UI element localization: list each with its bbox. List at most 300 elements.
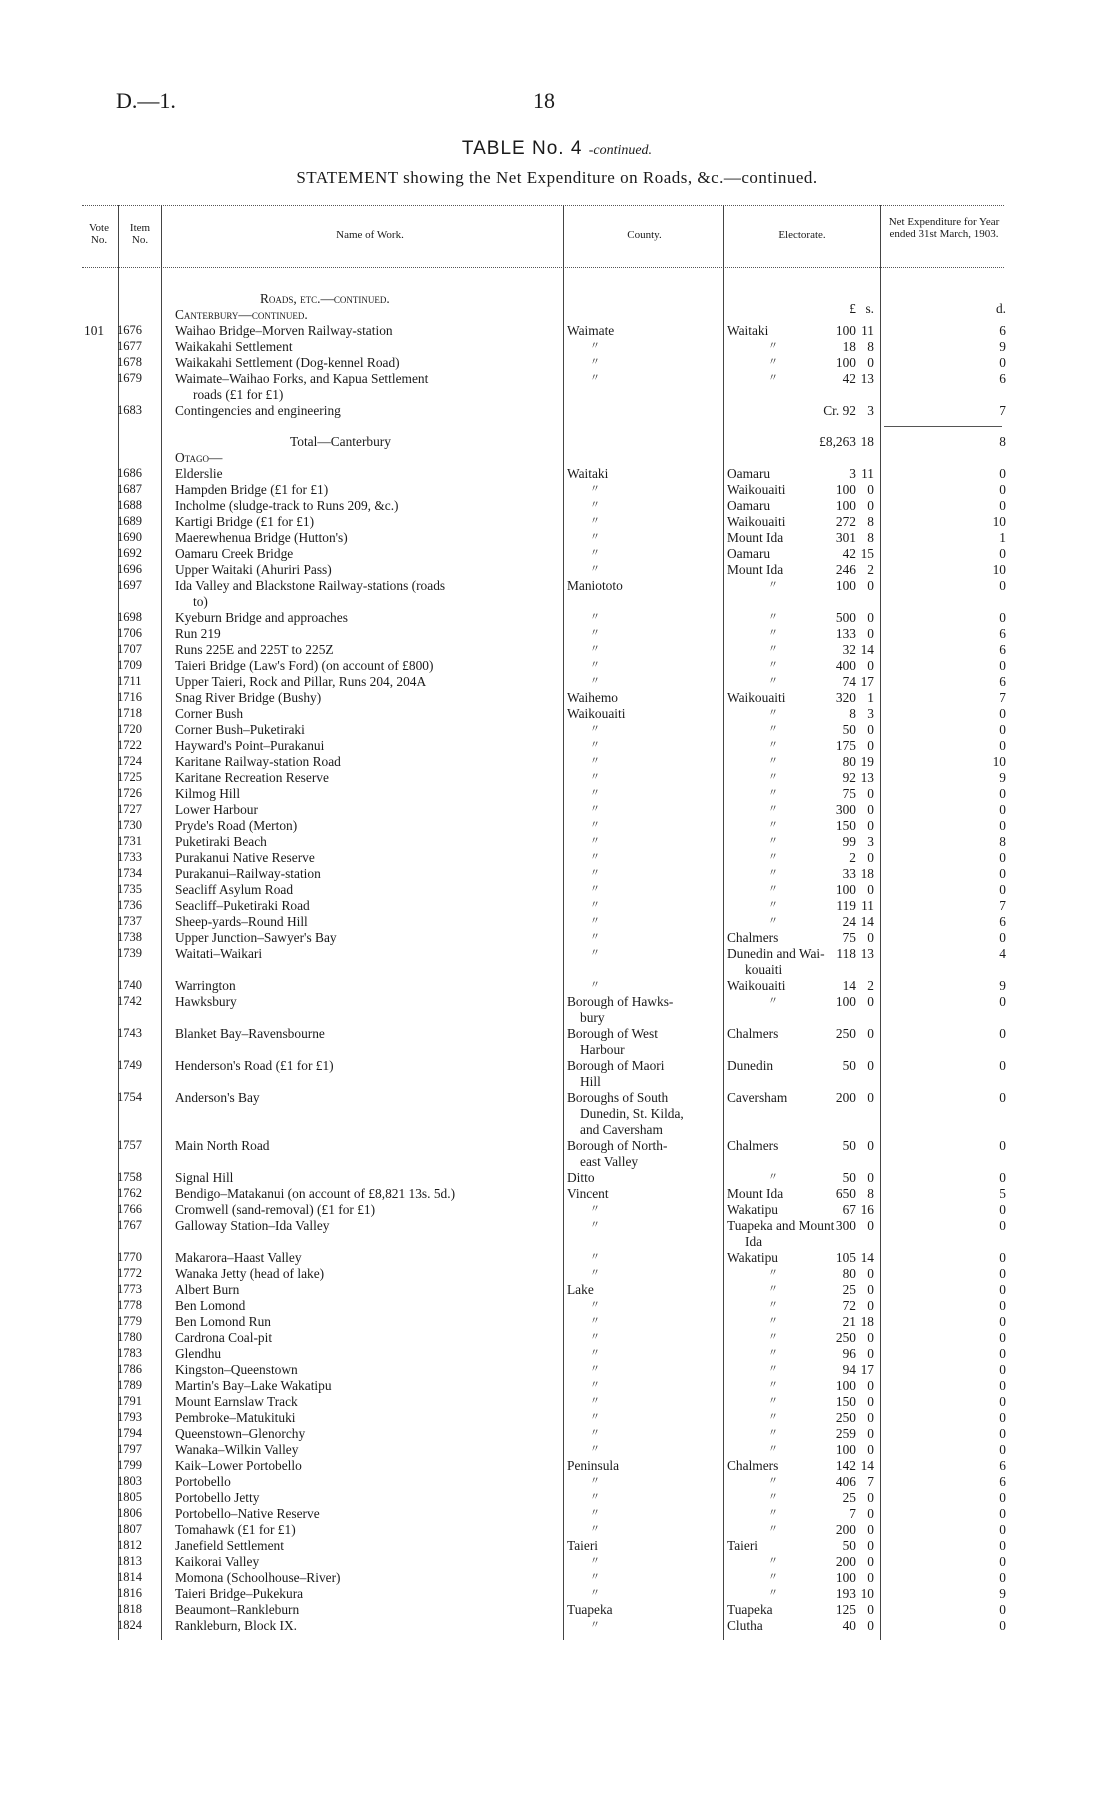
table-row: [0, 1058, 1114, 1074]
amount-pence: 0: [999, 578, 1006, 593]
amount-shillings: 14: [860, 914, 874, 929]
county-name: 〃: [590, 516, 600, 527]
work-name: Queenstown–Glenorchy: [175, 1426, 306, 1441]
work-name: to): [193, 594, 208, 609]
amount-pounds: 42: [842, 371, 856, 386]
amount-pence: 0: [999, 1426, 1006, 1441]
table-row: [0, 434, 1114, 450]
amount-shillings: 0: [867, 1282, 874, 1297]
county-name: 〃: [590, 932, 600, 943]
table-row: [0, 546, 1114, 562]
amount-pounds: 100: [835, 578, 856, 593]
col-head-vote: Vote No.: [89, 222, 109, 246]
item-number: 1720: [117, 722, 142, 736]
amount-pounds: 300: [835, 802, 856, 817]
item-number: 1697: [117, 578, 142, 592]
county-name: 〃: [590, 644, 600, 655]
electorate-name: Oamaru: [727, 546, 771, 561]
item-number: 1778: [117, 1298, 142, 1312]
electorate-name: 〃: [768, 884, 778, 895]
amount-pounds: 72: [842, 1298, 856, 1313]
county-name: 〃: [590, 852, 600, 863]
table-row: [0, 930, 1114, 946]
item-number: 1786: [117, 1362, 142, 1376]
county-name: Waitaki: [567, 466, 609, 481]
amount-pence: 0: [999, 722, 1006, 737]
item-number: 1707: [117, 642, 142, 656]
amount-shillings: 18: [860, 1314, 874, 1329]
amount-pence: 0: [999, 1538, 1006, 1553]
table-row: [0, 450, 1114, 466]
county-name: 〃: [590, 1620, 600, 1631]
table-row: [0, 882, 1114, 898]
amount-pence: 0: [999, 818, 1006, 833]
amount-pounds: 50: [842, 722, 856, 737]
table-row: [0, 387, 1114, 403]
amount-pounds: 100: [835, 1570, 856, 1585]
vote-number: 101: [84, 323, 105, 338]
work-name: Waitati–Waikari: [175, 946, 263, 961]
amount-pounds: 94: [842, 1362, 856, 1377]
amount-shillings: 0: [867, 1426, 874, 1441]
table-row: [0, 371, 1114, 387]
county-name: 〃: [590, 948, 600, 959]
amount-pounds: 8: [849, 706, 856, 721]
electorate-name: Wakatipu: [727, 1202, 778, 1217]
amount-pence: 0: [999, 1378, 1006, 1393]
amount-shillings: 0: [867, 1618, 874, 1633]
county-name: 〃: [590, 612, 600, 623]
item-number: 1709: [117, 658, 142, 672]
amount-pounds: 200: [835, 1554, 856, 1569]
amount-pence: 0: [999, 1490, 1006, 1505]
amount-shillings: 18: [860, 434, 874, 449]
county-name: Borough of North-: [567, 1138, 668, 1153]
amount-pence: 7: [999, 403, 1006, 418]
county-name: 〃: [590, 1380, 600, 1391]
work-name: Kingston–Queenstown: [175, 1362, 298, 1377]
work-name: Total—Canterbury: [290, 434, 391, 449]
table-row: [0, 1522, 1114, 1538]
amount-pounds: 200: [835, 1090, 856, 1105]
amount-shillings: 14: [860, 1458, 874, 1473]
amount-shillings: 0: [867, 355, 874, 370]
work-name: Purakanui–Railway-station: [175, 866, 321, 881]
amount-pence: 0: [999, 1522, 1006, 1537]
amount-shillings: 0: [867, 578, 874, 593]
electorate-name: Dunedin and Wai-: [727, 946, 825, 961]
table-row: [0, 1362, 1114, 1378]
table-row: [0, 754, 1114, 770]
amount-pounds: Cr. 92: [823, 403, 856, 418]
item-number: 1740: [117, 978, 142, 992]
amount-shillings: 14: [860, 642, 874, 657]
amount-pounds: 50: [842, 1170, 856, 1185]
county-name: 〃: [590, 1348, 600, 1359]
work-name: Waihao Bridge–Morven Railway-station: [175, 323, 393, 338]
amount-pounds: 100: [835, 994, 856, 1009]
table-row: [0, 1090, 1114, 1106]
amount-shillings: 19: [860, 754, 874, 769]
electorate-name: 〃: [768, 1380, 778, 1391]
work-name: Portobello: [175, 1474, 231, 1489]
work-name: Taieri Bridge (Law's Ford) (on account of £800): [175, 658, 434, 673]
amount-pence: 0: [999, 1330, 1006, 1345]
county-name: 〃: [590, 1508, 600, 1519]
amount-pence: 0: [999, 1138, 1006, 1153]
amount-pence: 0: [999, 706, 1006, 721]
amount-pounds: 7: [849, 1506, 856, 1521]
work-name: Kilmog Hill: [175, 786, 241, 801]
item-number: 1735: [117, 882, 142, 896]
amount-pounds: 133: [835, 626, 856, 641]
item-number: 1805: [117, 1490, 142, 1504]
amount-pence: 0: [999, 802, 1006, 817]
work-name: Portobello Jetty: [175, 1490, 260, 1505]
table-row: [0, 466, 1114, 482]
electorate-name: 〃: [768, 1524, 778, 1535]
county-name: 〃: [590, 1204, 600, 1215]
amount-pence: 6: [999, 323, 1006, 338]
item-number: 1757: [117, 1138, 142, 1152]
amount-shillings: 0: [867, 930, 874, 945]
item-number: 1818: [117, 1602, 142, 1616]
amount-pounds: 32: [842, 642, 856, 657]
amount-pounds: 18: [842, 339, 856, 354]
county-name: Dunedin, St. Kilda,: [580, 1106, 684, 1121]
amount-shillings: 14: [860, 1250, 874, 1265]
county-name: 〃: [590, 660, 600, 671]
work-name: Snag River Bridge (Bushy): [175, 690, 322, 705]
unit-shillings: s.: [865, 301, 874, 316]
electorate-name: Tuapeka: [727, 1602, 773, 1617]
electorate-name: 〃: [768, 1316, 778, 1327]
electorate-name: 〃: [768, 804, 778, 815]
unit-pounds: £: [849, 301, 856, 316]
section-heading: Otago—: [175, 450, 223, 465]
amount-pounds: 250: [835, 1330, 856, 1345]
item-number: 1692: [117, 546, 142, 560]
amount-shillings: 0: [867, 1378, 874, 1393]
amount-shillings: 0: [867, 482, 874, 497]
table-title-cont: -continued.: [588, 143, 653, 158]
amount-pence: 9: [999, 770, 1006, 785]
work-name: Wanaka–Wilkin Valley: [175, 1442, 299, 1457]
item-number: 1789: [117, 1378, 142, 1392]
county-name: 〃: [590, 628, 600, 639]
table-row: [0, 994, 1114, 1010]
amount-shillings: 2: [867, 978, 874, 993]
item-number: 1762: [117, 1186, 142, 1200]
county-name: 〃: [590, 884, 600, 895]
electorate-name: 〃: [768, 916, 778, 927]
item-number: 1687: [117, 482, 142, 496]
item-number: 1679: [117, 371, 142, 385]
electorate-name: Chalmers: [727, 1026, 779, 1041]
table-row: [0, 978, 1114, 994]
amount-pence: 5: [999, 1186, 1006, 1201]
electorate-name: Oamaru: [727, 466, 771, 481]
table-row: [0, 339, 1114, 355]
table-row: [0, 1506, 1114, 1522]
amount-shillings: 7: [867, 1474, 874, 1489]
amount-pounds: 14: [842, 978, 856, 993]
col-head-county: County.: [627, 229, 662, 241]
amount-shillings: 0: [867, 1330, 874, 1345]
amount-pence: 7: [999, 690, 1006, 705]
amount-pence: 0: [999, 1442, 1006, 1457]
work-name: Rankleburn, Block IX.: [175, 1618, 297, 1633]
work-name: Blanket Bay–Ravensbourne: [175, 1026, 325, 1041]
amount-shillings: 0: [867, 1138, 874, 1153]
amount-shillings: 0: [867, 1442, 874, 1457]
item-number: 1737: [117, 914, 142, 928]
amount-pounds: 300: [835, 1218, 856, 1233]
work-name: Purakanui Native Reserve: [175, 850, 315, 865]
col-head-item: Item No.: [129, 222, 151, 246]
electorate-name: 〃: [768, 996, 778, 1007]
amount-pence: 8: [999, 834, 1006, 849]
work-name: Upper Taieri, Rock and Pillar, Runs 204, 204A: [175, 674, 427, 689]
electorate-name: Dunedin: [727, 1058, 774, 1073]
electorate-name: 〃: [768, 1284, 778, 1295]
work-name: Waikakahi Settlement: [175, 339, 293, 354]
work-name: Tomahawk (£1 for £1): [175, 1522, 296, 1537]
county-name: 〃: [590, 1492, 600, 1503]
electorate-name: 〃: [768, 836, 778, 847]
amount-pence: 0: [999, 1314, 1006, 1329]
amount-pounds: 320: [835, 690, 856, 705]
county-name: Hill: [580, 1074, 601, 1089]
amount-pounds: 24: [842, 914, 856, 929]
item-number: 1698: [117, 610, 142, 624]
electorate-name: Chalmers: [727, 930, 779, 945]
amount-shillings: 0: [867, 1058, 874, 1073]
county-name: Boroughs of South: [567, 1090, 669, 1105]
amount-pounds: 33: [842, 866, 856, 881]
electorate-name: 〃: [768, 1428, 778, 1439]
amount-shillings: 0: [867, 1298, 874, 1313]
county-name: Ditto: [567, 1170, 595, 1185]
item-number: 1743: [117, 1026, 142, 1040]
amount-pence: 0: [999, 850, 1006, 865]
work-name: Portobello–Native Reserve: [175, 1506, 320, 1521]
work-name: Corner Bush: [175, 706, 244, 721]
amount-shillings: 0: [867, 786, 874, 801]
item-number: 1770: [117, 1250, 142, 1264]
table-row: [0, 594, 1114, 610]
work-name: Momona (Schoolhouse–River): [175, 1570, 341, 1585]
table-row: [0, 786, 1114, 802]
amount-pence: 9: [999, 1586, 1006, 1601]
amount-pence: 0: [999, 1090, 1006, 1105]
table-row: [0, 898, 1114, 914]
work-name: Hawksbury: [175, 994, 237, 1009]
col-head-name: Name of Work.: [336, 229, 404, 241]
electorate-name: 〃: [768, 373, 778, 384]
unit-pence: d.: [995, 301, 1006, 316]
amount-pence: 0: [999, 1250, 1006, 1265]
amount-shillings: 11: [861, 898, 874, 913]
item-number: 1724: [117, 754, 142, 768]
county-name: 〃: [590, 1316, 600, 1327]
amount-pence: 0: [999, 1362, 1006, 1377]
amount-pence: 0: [999, 1394, 1006, 1409]
section-heading: Canterbury—continued.: [175, 307, 308, 322]
item-number: 1736: [117, 898, 142, 912]
page-number: 18: [533, 88, 555, 113]
table-row: [0, 1538, 1114, 1554]
item-number: 1676: [117, 323, 142, 337]
county-name: Taieri: [567, 1538, 599, 1553]
work-name: Wanaka Jetty (head of lake): [175, 1266, 325, 1281]
table-row: [0, 291, 1114, 307]
table-row: [0, 355, 1114, 371]
county-name: 〃: [590, 1588, 600, 1599]
amount-pounds: 80: [842, 754, 856, 769]
item-number: 1816: [117, 1586, 142, 1600]
amount-pence: 6: [999, 642, 1006, 657]
amount-pounds: 406: [835, 1474, 856, 1489]
county-name: 〃: [590, 1476, 600, 1487]
amount-shillings: 0: [867, 1090, 874, 1105]
table-row: [0, 706, 1114, 722]
county-name: 〃: [590, 1220, 600, 1231]
amount-pounds: 40: [842, 1618, 856, 1633]
item-number: 1731: [117, 834, 142, 848]
table-row: [0, 307, 1114, 323]
amount-pence: 6: [999, 674, 1006, 689]
county-name: 〃: [590, 357, 600, 368]
amount-pence: 9: [999, 339, 1006, 354]
work-name: Runs 225E and 225T to 225Z: [175, 642, 334, 657]
table-row: [0, 1010, 1114, 1026]
item-number: 1706: [117, 626, 142, 640]
county-name: bury: [580, 1010, 605, 1025]
amount-pence: 10: [992, 754, 1006, 769]
county-name: 〃: [590, 564, 600, 575]
county-name: 〃: [590, 1444, 600, 1455]
table-row: [0, 1410, 1114, 1426]
item-number: 1742: [117, 994, 142, 1008]
work-name: Beaumont–Rankleburn: [175, 1602, 300, 1617]
item-number: 1730: [117, 818, 142, 832]
table-row: [0, 1554, 1114, 1570]
table-row: [0, 770, 1114, 786]
county-name: 〃: [590, 1412, 600, 1423]
amount-pence: 0: [999, 1618, 1006, 1633]
electorate-name: Ida: [745, 1234, 763, 1249]
table-row: [0, 610, 1114, 626]
county-name: 〃: [590, 1396, 600, 1407]
county-name: 〃: [590, 500, 600, 511]
amount-shillings: 17: [860, 674, 874, 689]
table-row: [0, 498, 1114, 514]
item-number: 1689: [117, 514, 142, 528]
table-row: [0, 690, 1114, 706]
county-name: 〃: [590, 532, 600, 543]
table-row: [0, 866, 1114, 882]
county-name: 〃: [590, 900, 600, 911]
electorate-name: Caversham: [727, 1090, 788, 1105]
electorate-name: 〃: [768, 852, 778, 863]
work-name: Kaikorai Valley: [175, 1554, 260, 1569]
electorate-name: 〃: [768, 756, 778, 767]
table-row: [0, 914, 1114, 930]
work-name: Pryde's Road (Merton): [175, 818, 298, 833]
work-name: Contingencies and engineering: [175, 403, 341, 418]
amount-pence: 0: [999, 355, 1006, 370]
table-title-main: TABLE No. 4: [461, 138, 583, 159]
item-number: 1758: [117, 1170, 142, 1184]
amount-pence: 6: [999, 1474, 1006, 1489]
item-number: 1726: [117, 786, 142, 800]
item-number: 1711: [117, 674, 142, 688]
electorate-name: 〃: [768, 708, 778, 719]
amount-pence: 0: [999, 658, 1006, 673]
item-number: 1794: [117, 1426, 142, 1440]
table-row: [0, 1602, 1114, 1618]
amount-pence: 0: [999, 994, 1006, 1009]
amount-pence: 0: [999, 1170, 1006, 1185]
work-name: Karitane Railway-station Road: [175, 754, 341, 769]
item-number: 1793: [117, 1410, 142, 1424]
table-row: [0, 962, 1114, 978]
table-row: [0, 482, 1114, 498]
county-name: 〃: [590, 916, 600, 927]
amount-pounds: 259: [835, 1426, 856, 1441]
work-name: Ben Lomond: [175, 1298, 246, 1313]
electorate-name: Oamaru: [727, 498, 771, 513]
electorate-name: 〃: [768, 1300, 778, 1311]
amount-pounds: 175: [835, 738, 856, 753]
item-number: 1813: [117, 1554, 142, 1568]
amount-pounds: 250: [835, 1026, 856, 1041]
work-name: Mount Earnslaw Track: [175, 1394, 298, 1409]
table-row: [0, 1330, 1114, 1346]
work-name: Upper Waitaki (Ahuriri Pass): [175, 562, 332, 577]
amount-pence: 1: [999, 530, 1006, 545]
electorate-name: 〃: [768, 341, 778, 352]
amount-pounds: 150: [835, 1394, 856, 1409]
work-name: Karitane Recreation Reserve: [175, 770, 329, 785]
electorate-name: Tuapeka and Mount: [727, 1218, 835, 1233]
electorate-name: 〃: [768, 1444, 778, 1455]
amount-pounds: 25: [842, 1490, 856, 1505]
county-name: 〃: [590, 1252, 600, 1263]
amount-pence: 4: [999, 946, 1006, 961]
amount-pounds: 100: [835, 882, 856, 897]
electorate-name: Chalmers: [727, 1458, 779, 1473]
table-title: [0, 138, 1114, 160]
amount-shillings: 0: [867, 722, 874, 737]
work-name: Ida Valley and Blackstone Railway-stations (roads: [175, 578, 446, 593]
table-row: [0, 674, 1114, 690]
electorate-name: Mount Ida: [727, 1186, 784, 1201]
amount-shillings: 0: [867, 658, 874, 673]
county-name: Vincent: [567, 1186, 609, 1201]
work-name: Upper Junction–Sawyer's Bay: [175, 930, 337, 945]
table-row: [0, 1138, 1114, 1154]
county-name: 〃: [590, 980, 600, 991]
electorate-name: 〃: [768, 1412, 778, 1423]
table-row: [0, 1426, 1114, 1442]
county-name: 〃: [590, 836, 600, 847]
amount-pounds: 25: [842, 1282, 856, 1297]
amount-shillings: 0: [867, 1170, 874, 1185]
table-row: [0, 818, 1114, 834]
amount-pounds: 92: [842, 770, 856, 785]
